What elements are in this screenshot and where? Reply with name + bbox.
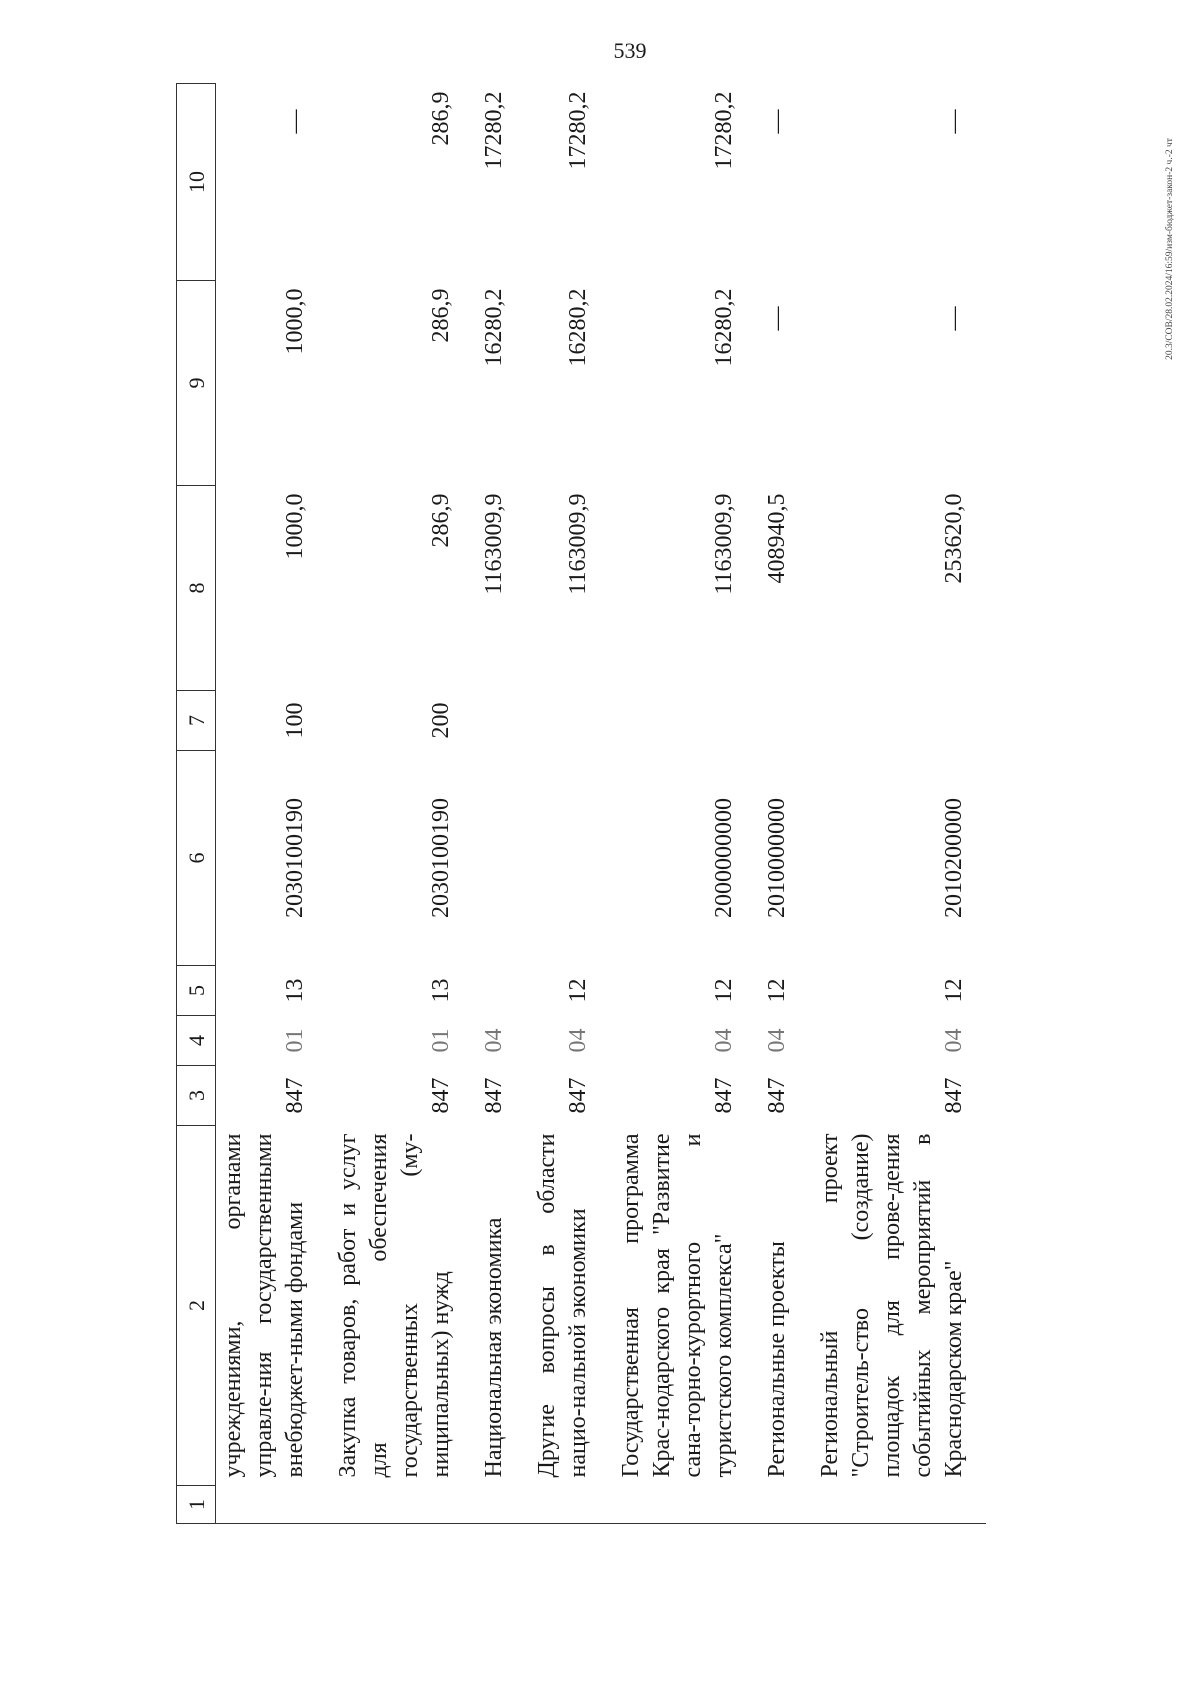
section-code: 04	[565, 1028, 591, 1053]
target-article-code: 2010200000	[941, 798, 967, 918]
amount-col-10: 17280,2	[711, 91, 737, 170]
expense-type-code: 100	[282, 702, 308, 739]
amount-col-9: 16280,2	[565, 288, 591, 367]
amount-col-10: 17280,2	[565, 91, 591, 170]
footer-text: 20.3/СОВ/28.02.2024/16:59/изм-бюджет-закон-2 ч.-2 чт	[1165, 138, 1175, 360]
section-code: 04	[481, 1028, 507, 1053]
table-row	[809, 84, 986, 1524]
subsection-code: 12	[565, 978, 591, 1003]
row-number-cell	[809, 1486, 986, 1524]
table-row	[473, 84, 526, 1524]
rotated-table	[176, 84, 1086, 1524]
dash-value: —	[282, 109, 308, 134]
target-article-code	[473, 751, 526, 966]
header-cell: 4	[177, 1016, 216, 1066]
footer-note	[1163, 84, 1177, 414]
expense-type-code	[610, 691, 756, 751]
header-cell: 1	[177, 1486, 216, 1524]
target-article-code: 2030100190	[282, 798, 308, 918]
header-row	[177, 84, 216, 1524]
header-cell: 6	[177, 751, 216, 966]
ministry-code: 847	[941, 1077, 967, 1114]
table-row	[327, 84, 473, 1524]
dash-value: —	[941, 306, 967, 331]
dash-value: —	[941, 109, 967, 134]
amount-col-9	[756, 281, 809, 486]
ministry-code: 847	[764, 1077, 790, 1114]
amount-col-8: 1163009,9	[711, 493, 737, 595]
row-number-cell	[610, 1486, 756, 1524]
table-row	[610, 84, 756, 1524]
subsection-code	[473, 966, 526, 1016]
item-name: учреждениями, органами управле-ния государственными внебюджет-ными фондами	[220, 1133, 308, 1478]
item-name: Национальная экономика	[481, 1217, 507, 1478]
amount-col-8: 1163009,9	[565, 493, 591, 595]
item-name: Региональные проекты	[764, 1241, 790, 1478]
target-article-code: 2000000000	[711, 798, 737, 918]
amount-col-9: 16280,2	[481, 288, 507, 367]
expense-type-code	[526, 691, 610, 751]
amount-col-10: 286,9	[428, 91, 454, 146]
header-cell: 7	[177, 691, 216, 751]
item-name: Региональный проект "Строитель-ство (создание) площадок для прове-дения событийных мероприятий в Краснодарском крае"	[817, 1133, 967, 1478]
subsection-code: 13	[428, 978, 454, 1003]
amount-col-8: 286,9	[428, 493, 454, 548]
item-name: Государственная программа Крас-нодарского края "Развитие сана-торно-курортного и туристского комплекса"	[618, 1133, 737, 1478]
amount-col-8: 253620,0	[941, 493, 967, 584]
header-cell: 10	[177, 84, 216, 281]
dash-value: —	[764, 109, 790, 134]
table-row	[756, 84, 809, 1524]
header-cell: 3	[177, 1066, 216, 1126]
subsection-code: 12	[941, 978, 967, 1003]
amount-col-8: 1163009,9	[481, 493, 507, 595]
header-cell: 5	[177, 966, 216, 1016]
expense-type-code	[809, 691, 986, 751]
row-number-cell	[216, 1486, 328, 1524]
subsection-code: 12	[764, 978, 790, 1003]
budget-table	[176, 83, 986, 1524]
ministry-code: 847	[565, 1077, 591, 1114]
amount-col-10	[216, 84, 328, 281]
subsection-code: 13	[282, 978, 308, 1003]
amount-col-10	[756, 84, 809, 281]
header-cell: 8	[177, 486, 216, 691]
ministry-code: 847	[428, 1077, 454, 1114]
amount-col-9: 1000,0	[282, 288, 308, 355]
section-code: 04	[711, 1028, 737, 1053]
amount-col-9: 286,9	[428, 288, 454, 343]
target-article-code	[526, 751, 610, 966]
amount-col-10: 17280,2	[481, 91, 507, 170]
amount-col-9: 16280,2	[711, 288, 737, 367]
table-row	[526, 84, 610, 1524]
amount-col-8: 1000,0	[282, 493, 308, 560]
rotated-table-wrapper	[176, 84, 1086, 1524]
header-cell: 2	[177, 1126, 216, 1486]
row-number-cell	[526, 1486, 610, 1524]
amount-col-9	[809, 281, 986, 486]
expense-type-code: 200	[428, 702, 454, 739]
item-name: Другие вопросы в области нацио-нальной экономики	[534, 1133, 591, 1478]
target-article-code: 2030100190	[428, 798, 454, 918]
page-number: 539	[613, 38, 647, 63]
amount-col-10	[809, 84, 986, 281]
target-article-code: 2010000000	[764, 798, 790, 918]
row-number-cell	[473, 1486, 526, 1524]
section-code: 04	[764, 1028, 790, 1053]
expense-type-code	[756, 691, 809, 751]
amount-col-8: 408940,5	[764, 493, 790, 584]
item-name: Закупка товаров, работ и услуг для обеспечения государственных (му-ниципальных) нужд	[335, 1133, 454, 1478]
row-number-cell	[756, 1486, 809, 1524]
table-row	[216, 84, 328, 1524]
section-code: 01	[282, 1028, 308, 1053]
ministry-code: 847	[282, 1077, 308, 1114]
header-cell: 9	[177, 281, 216, 486]
section-code: 01	[428, 1028, 454, 1053]
ministry-code: 847	[481, 1077, 507, 1114]
row-number-cell	[327, 1486, 473, 1524]
section-code: 04	[941, 1028, 967, 1053]
dash-value: —	[764, 306, 790, 331]
subsection-code: 12	[711, 978, 737, 1003]
expense-type-code	[473, 691, 526, 751]
ministry-code: 847	[711, 1077, 737, 1114]
